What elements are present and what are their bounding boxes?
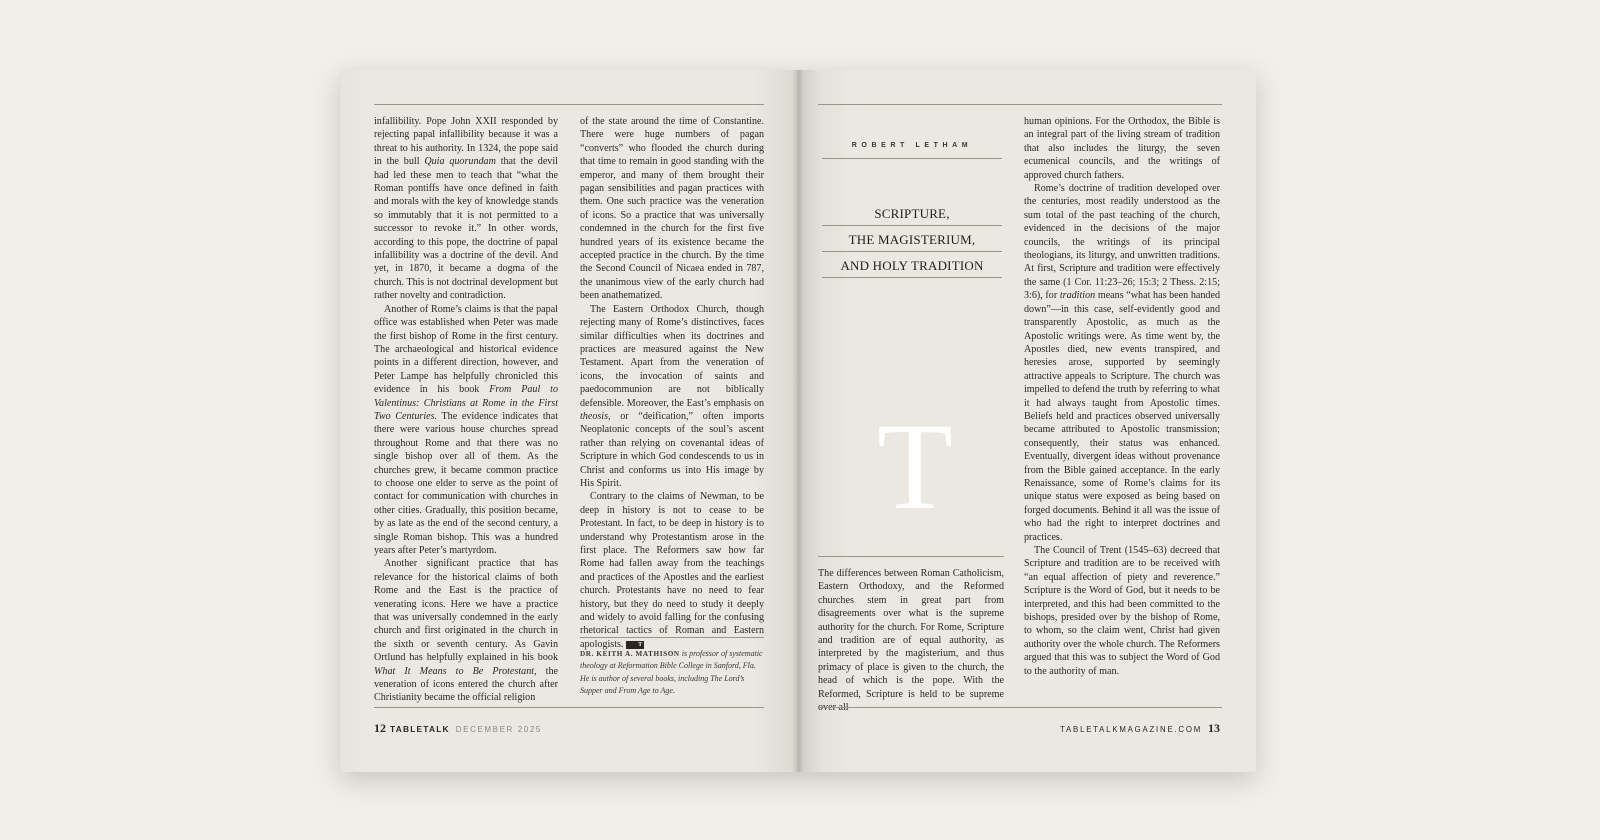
title-line: SCRIPTURE, xyxy=(874,206,950,221)
byline: ROBERT LETHAM xyxy=(851,142,973,149)
title-rule xyxy=(822,277,1002,278)
left-page xyxy=(340,70,798,772)
page-folio-right xyxy=(1060,721,1220,736)
paragraph: human opinions. For the Orthodox, the Bible is an integral part of the living stream of tradition that also includes the liturgy, the seven ecumenical councils, and the writings of approved church fathers. xyxy=(1024,116,1220,181)
paragraph: infallibility. Pope John XXII responded by rejecting papal infallibility because it was a threat to his authority. In 1324, the pope said in the bull Quia quorundam that the devil had led these men to teach that “what the Roman pontiffs have once defined in faith and morals with the key of knowledge stands so immutably that it is not permitted to a successor to revoke it.” In other words, according to this pope, the doctrine of papal infallibility was a doctrine of the devil. And yet, in 1870, it became a dogma of the church. This is not doctrinal development but rather novelty and contradiction. xyxy=(374,116,558,302)
right-page xyxy=(798,70,1256,772)
page-number: 12 xyxy=(374,721,386,735)
right-column xyxy=(1024,115,1220,678)
bio-rule xyxy=(580,637,764,638)
paragraph: Another significant practice that has relevance for the historical claims of both Rome and the East is the practice of venerating icons. Here we have a practice that was universally condemned in the early church and first originated in the church in the sixth or seventh century. As Gavin Ortlund has helpfully explained in his book What It Means to Be Protestant, the veneration of icons entered the church after Christianity became the official religion xyxy=(374,558,559,704)
author-bio-text: is professor of systematic theology at Reformation Bible College in Sanford, Fla. He is author of several books, including The Lord’s Supper and From Age to Age. xyxy=(580,649,763,696)
magazine-name: TABLETALK xyxy=(390,724,450,734)
paragraph: Another of Rome’s claims is that the papal office was established when Peter was made the first bishop of Rome in the first century. The archaeological and historical evidence points in a different direction, however, and Peter Lampe has helpfully chronicled this evidence in his book From Paul to Valentinus: Christians at Rome in the First Two Centuries. The evidence indicates that there were various house churches spread throughout Rome and that there was no single bishop over all of them. As the churches grew, it became common practice to choose one elder to serve as the point of contact for communication with churches in other cities. Gradually, this position became, by as late as the end of the second century, a single Roman bishop. This was a hundred years after Peter’s martyrdom. xyxy=(374,303,558,556)
title-line: THE MAGISTERIUM, xyxy=(848,232,976,247)
drop-cap: T xyxy=(877,398,953,535)
intro-text: The differences between Roman Catholicism, Eastern Orthodoxy, and the Reformed churches stem in great part from disagreements over what is the supreme authority for the church. For Rome, Scripture and tradition are of equal authority, as interpreted by the magisterium, and thus primacy of place is given to the church, the head of which is the pope. With the Reformed, Scripture is held to be supreme xyxy=(818,568,1004,700)
intro-rule xyxy=(818,556,1004,557)
page-folio-left xyxy=(374,721,542,736)
title-line: AND HOLY TRADITION xyxy=(840,258,984,273)
title-rule xyxy=(822,251,1002,252)
bottom-rule xyxy=(818,707,1222,708)
bottom-rule xyxy=(374,707,764,708)
end-mark-icon: T xyxy=(626,641,644,649)
paragraph: The Council of Trent (1545–63) decreed that Scripture and tradition are to be received with “an equal affection of piety and reverence.” Scripture is the Word of God, but it needs to be interpreted, and this had been committed to the bishops, presided over by the bishop of Rome, to whom, so the claim went, Christ had given authority over the whole church. The Reformers argued that this was to subject the Word of God to the authority of man. xyxy=(1024,545,1220,677)
paragraph: of the state around the time of Constantine. There were huge numbers of pagan “converts” who flooded the church during that time to remain in good standing with the emperor, and many of them brought their pagan sensibilities and pagan practices with them. One such practice was the veneration of icons. So a practice that was universally condemned in the church for the first five hundred years of its existence became the accepted practice in the church. By the time the Second Council of Nicaea ended in 787, the unanimous view of the early church had been anathematized. xyxy=(580,116,764,302)
paragraph: Contrary to the claims of Newman, to be deep in history is not to cease to be Protestant. In fact, to be deep in history is to understand why Protestantism arose in the first place. The Reformers saw how far Rome had fallen away from the teachings and practices of the Apostles and the earliest church. Protestants have no need to fear history, but they do need to study it deeply and widely to avoid falling for the confusing rhetorical tactics of Roman and Eastern apologists. T xyxy=(580,491,764,650)
gutter-shadow xyxy=(792,70,804,772)
left-column-1 xyxy=(374,115,558,705)
issue-date: DECEMBER 2025 xyxy=(455,725,542,734)
website: TABLETALKMAGAZINE.COM xyxy=(1060,725,1202,734)
title-rule xyxy=(822,225,1002,226)
left-column-2 xyxy=(580,115,764,651)
top-rule xyxy=(374,104,764,105)
paragraph: Rome’s doctrine of tradition developed over the centuries, most readily understood as the sum total of the past teaching of the church, evidenced in the decisions of the major councils, the writings of its principal theologians, its liturgy, and unwritten traditions. At first, Scripture and tradition were effectively the same (1 Cor. 11:23–26; 15:3; 2 Thess. 2:15; 3:6), for tradition means “what has been handed down”—in this case, self-evidently good and transparently Apostolic, as much as the Apostolic writings were. As time went by, the Apostles died, new events transpired, and heresies arose, supported by seemingly attractive appeals to Scripture. The church was impelled to defend the truth by referring to what it had always taught from Apostolic times. Beliefs held and practices observed universally became attributed to Apostolic transmission; consequently, their status was enhanced. Eventually, divergent ideas without provenance from the Bible gained acceptance. In the early Renaissance, some of Rome’s claims for its unique status were exposed as being based on forged documents. Behind it all was the issue of who had the right to interpret doctrines and practices. xyxy=(1024,183,1220,543)
page-number: 13 xyxy=(1208,721,1220,735)
author-name: DR. KEITH A. MATHISON xyxy=(580,650,680,658)
paragraph: The Eastern Orthodox Church, though rejecting many of Rome’s distinctives, faces similar difficulties when its doctrines and practices are measured against the New Testament. Apart from the veneration of icons, the invocation of saints and paedocommunion are not biblically defensible. Moreover, the East’s emphasis on theosis, or “deification,” often imports Neoplatonic concepts of the soul’s ascent rather than relying on covenantal ideas of Scripture in which God condescends to us in Christ and conforms us into His image by His Spirit. xyxy=(580,303,764,489)
magazine-spread xyxy=(340,70,1256,772)
top-rule xyxy=(818,104,1222,105)
author-bio xyxy=(580,648,764,698)
intro-paragraph xyxy=(818,567,1004,714)
title-rule xyxy=(822,158,1002,159)
